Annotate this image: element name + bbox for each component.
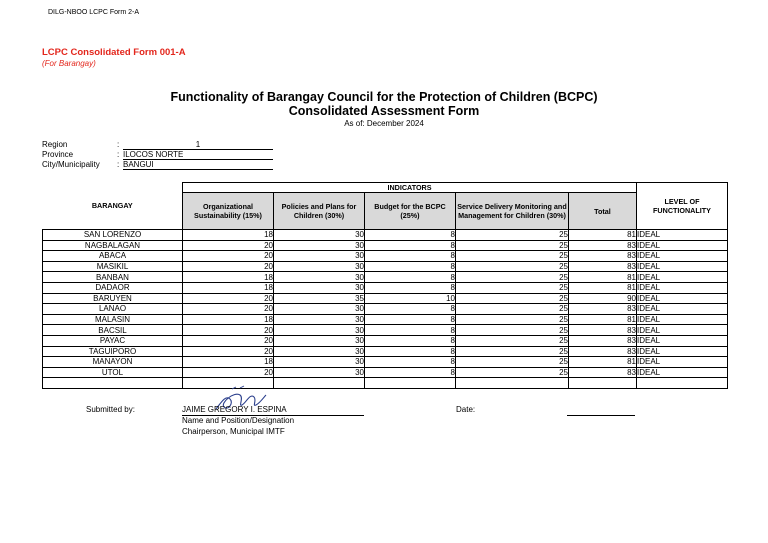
budget-score-cell: 8 [365, 314, 456, 325]
barangay-cell: NAGBALAGAN [43, 240, 183, 251]
budget-score-cell: 8 [365, 230, 456, 241]
service-score-cell: 25 [456, 314, 569, 325]
service-score-cell: 25 [456, 282, 569, 293]
level-cell: IDEAL [637, 251, 728, 262]
policies-score-cell: 30 [274, 335, 365, 346]
policies-score-cell: 30 [274, 325, 365, 336]
lcpc-form-subtitle: (For Barangay) [42, 59, 96, 68]
budget-score-cell: 8 [365, 357, 456, 368]
org-score-cell: 20 [183, 261, 274, 272]
assessment-table [42, 182, 728, 389]
table-row [43, 357, 728, 368]
level-cell: IDEAL [637, 346, 728, 357]
org-score-cell: 20 [183, 367, 274, 378]
province-colon: : [117, 150, 120, 159]
barangay-cell: TAGUIPORO [43, 346, 183, 357]
policies-score-cell: 30 [274, 261, 365, 272]
barangay-cell: BACSIL [43, 325, 183, 336]
policies-score-cell: 30 [274, 367, 365, 378]
level-cell: IDEAL [637, 335, 728, 346]
budget-score-cell: 8 [365, 346, 456, 357]
org-score-cell: 20 [183, 346, 274, 357]
total-score-cell: 81 [569, 272, 637, 283]
org-score-cell: 20 [183, 335, 274, 346]
total-score-cell: 83 [569, 335, 637, 346]
service-score-cell: 25 [456, 261, 569, 272]
table-row [43, 367, 728, 378]
total-score-cell: 83 [569, 367, 637, 378]
total-score-cell: 81 [569, 282, 637, 293]
budget-score-cell: 8 [365, 240, 456, 251]
budget-score-cell: 8 [365, 282, 456, 293]
barangay-cell: BANBAN [43, 272, 183, 283]
main-title: Functionality of Barangay Council for the Protection of Children (BCPC) [170, 90, 598, 104]
barangay-cell: MALASIN [43, 314, 183, 325]
barangay-header: BARANGAY [43, 183, 183, 230]
org-score-cell: 20 [183, 251, 274, 262]
total-score-cell: 81 [569, 314, 637, 325]
empty-row [43, 378, 728, 389]
level-cell: IDEAL [637, 261, 728, 272]
empty-cell [365, 378, 456, 389]
region-colon: : [117, 140, 120, 149]
policies-score-cell: 30 [274, 251, 365, 262]
signatory-name: JAIME GREGORY I. ESPINA [182, 405, 364, 416]
table-body [43, 230, 728, 389]
total-score-cell: 83 [569, 304, 637, 315]
service-score-cell: 25 [456, 367, 569, 378]
service-score-cell: 25 [456, 240, 569, 251]
region-value: 1 [123, 140, 273, 150]
service-score-cell: 25 [456, 357, 569, 368]
sub-title: Consolidated Assessment Form [288, 104, 480, 118]
table-row [43, 314, 728, 325]
org-score-cell: 20 [183, 325, 274, 336]
total-score-cell: 83 [569, 325, 637, 336]
province-value: ILOCOS NORTE [123, 150, 273, 160]
total-score-cell: 83 [569, 251, 637, 262]
policies-score-cell: 30 [274, 240, 365, 251]
barangay-cell: BARUYEN [43, 293, 183, 304]
service-score-cell: 25 [456, 304, 569, 315]
org-header: Organizational Sustainability (15%) [183, 193, 274, 230]
level-cell: IDEAL [637, 272, 728, 283]
org-score-cell: 20 [183, 293, 274, 304]
position-label: Name and Position/Designation [182, 416, 295, 425]
policies-score-cell: 30 [274, 314, 365, 325]
indicators-header: INDICATORS [183, 183, 637, 193]
table-row [43, 325, 728, 336]
service-header: Service Delivery Monitoring and Management for Children (30%) [456, 193, 569, 230]
budget-score-cell: 10 [365, 293, 456, 304]
province-label: Province [42, 150, 74, 159]
barangay-cell: PAYAC [43, 335, 183, 346]
service-score-cell: 25 [456, 346, 569, 357]
level-cell: IDEAL [637, 293, 728, 304]
service-score-cell: 25 [456, 335, 569, 346]
level-cell: IDEAL [637, 367, 728, 378]
barangay-cell: ABACA [43, 251, 183, 262]
budget-score-cell: 8 [365, 251, 456, 262]
title-block [0, 90, 768, 129]
table-row [43, 293, 728, 304]
table-row [43, 230, 728, 241]
table-header-top-row [43, 183, 728, 193]
org-score-cell: 18 [183, 282, 274, 293]
total-header: Total [569, 193, 637, 230]
empty-cell [569, 378, 637, 389]
barangay-cell: UTOL [43, 367, 183, 378]
total-score-cell: 83 [569, 346, 637, 357]
level-header: LEVEL OF FUNCTIONALITY [637, 183, 728, 230]
lcpc-form-title: LCPC Consolidated Form 001-A [42, 47, 186, 58]
org-score-cell: 20 [183, 240, 274, 251]
empty-cell [456, 378, 569, 389]
table-row [43, 251, 728, 262]
org-score-cell: 18 [183, 272, 274, 283]
table-row [43, 304, 728, 315]
table-row [43, 335, 728, 346]
city-colon: : [117, 160, 120, 169]
table-row [43, 346, 728, 357]
barangay-cell: MASIKIL [43, 261, 183, 272]
barangay-cell: MANAYON [43, 357, 183, 368]
level-cell: IDEAL [637, 314, 728, 325]
date-label: Date: [456, 405, 476, 414]
form-code: DILG-NBOO LCPC Form 2-A [48, 9, 140, 16]
level-cell: IDEAL [637, 357, 728, 368]
empty-cell [274, 378, 365, 389]
budget-score-cell: 8 [365, 335, 456, 346]
policies-score-cell: 30 [274, 346, 365, 357]
barangay-cell: SAN LORENZO [43, 230, 183, 241]
budget-score-cell: 8 [365, 261, 456, 272]
level-cell: IDEAL [637, 304, 728, 315]
level-cell: IDEAL [637, 240, 728, 251]
budget-score-cell: 8 [365, 325, 456, 336]
org-score-cell: 20 [183, 304, 274, 315]
budget-score-cell: 8 [365, 367, 456, 378]
total-score-cell: 83 [569, 261, 637, 272]
total-score-cell: 83 [569, 240, 637, 251]
policies-score-cell: 35 [274, 293, 365, 304]
service-score-cell: 25 [456, 251, 569, 262]
policies-score-cell: 30 [274, 357, 365, 368]
policies-score-cell: 30 [274, 304, 365, 315]
org-score-cell: 18 [183, 230, 274, 241]
table-row [43, 282, 728, 293]
service-score-cell: 25 [456, 293, 569, 304]
level-cell: IDEAL [637, 230, 728, 241]
service-score-cell: 25 [456, 230, 569, 241]
barangay-cell: LANAO [43, 304, 183, 315]
policies-score-cell: 30 [274, 272, 365, 283]
budget-header: Budget for the BCPC (25%) [365, 193, 456, 230]
barangay-cell: DADAOR [43, 282, 183, 293]
level-cell: IDEAL [637, 282, 728, 293]
budget-score-cell: 8 [365, 304, 456, 315]
chairperson-label: Chairperson, Municipal IMTF [182, 427, 285, 436]
total-score-cell: 81 [569, 230, 637, 241]
policies-score-cell: 30 [274, 282, 365, 293]
policies-score-cell: 30 [274, 230, 365, 241]
region-label: Region [42, 140, 68, 149]
budget-score-cell: 8 [365, 272, 456, 283]
empty-cell [637, 378, 728, 389]
service-score-cell: 25 [456, 325, 569, 336]
policies-header: Policies and Plans for Children (30%) [274, 193, 365, 230]
submitted-by-label: Submitted by: [86, 405, 135, 414]
table-row [43, 240, 728, 251]
empty-cell [43, 378, 183, 389]
org-score-cell: 18 [183, 357, 274, 368]
level-cell: IDEAL [637, 325, 728, 336]
total-score-cell: 81 [569, 357, 637, 368]
city-label: City/Municipality [42, 160, 100, 169]
service-score-cell: 25 [456, 272, 569, 283]
table-row [43, 272, 728, 283]
org-score-cell: 18 [183, 314, 274, 325]
as-of-date: As of: December 2024 [344, 119, 424, 128]
table-row [43, 261, 728, 272]
date-line [567, 405, 635, 416]
city-value: BANGUI [123, 160, 273, 170]
total-score-cell: 90 [569, 293, 637, 304]
